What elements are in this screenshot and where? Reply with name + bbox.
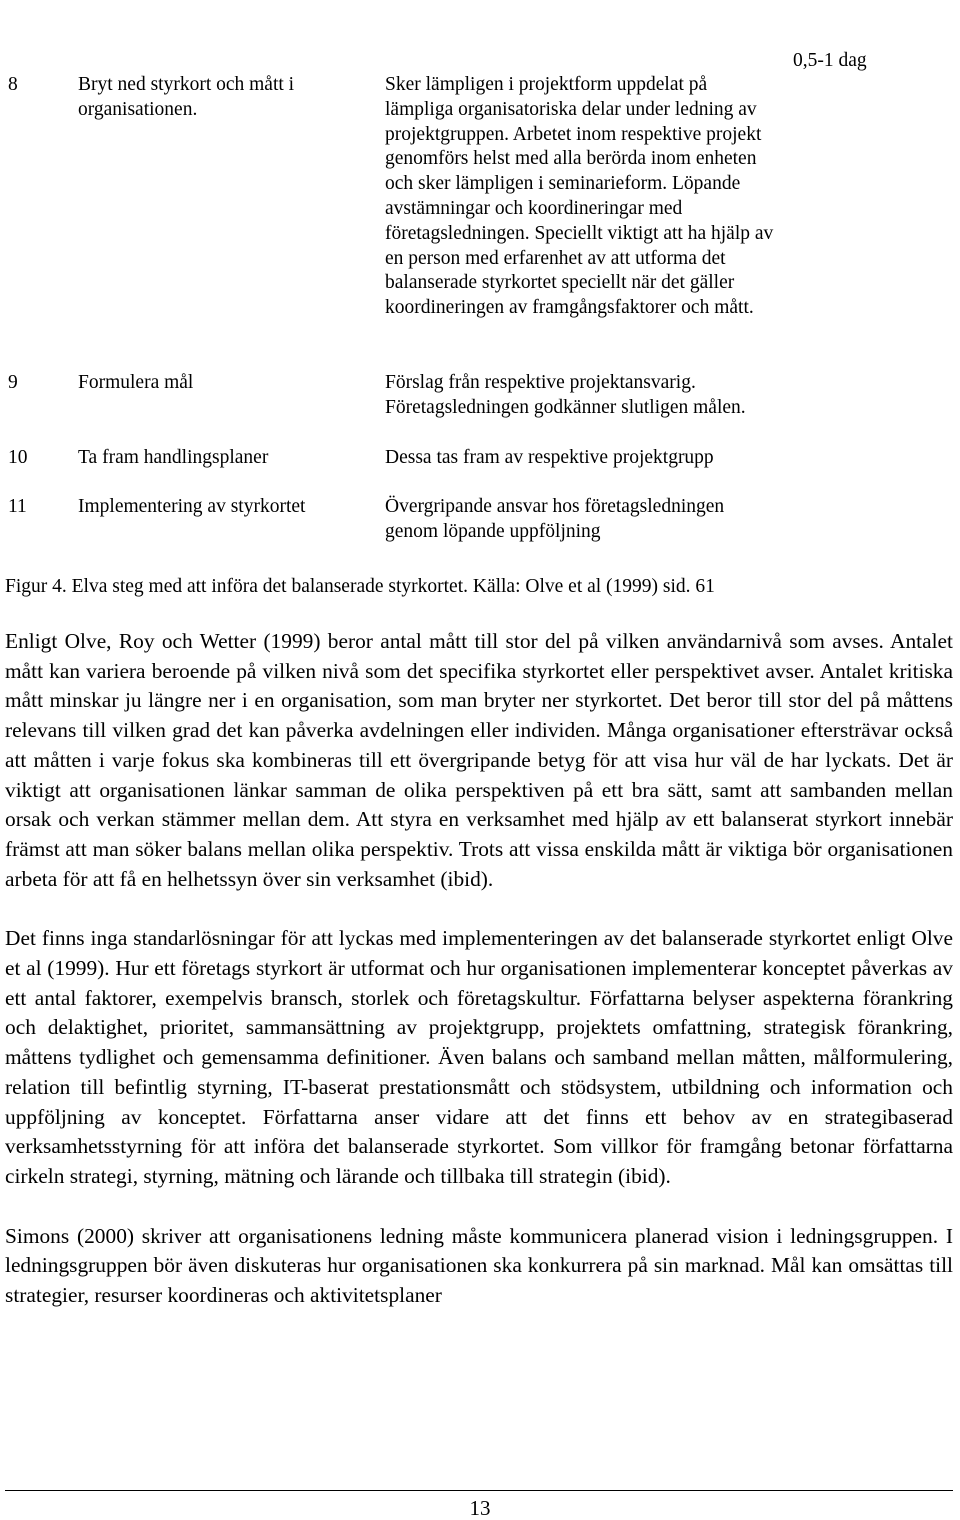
step-description: Övergripande ansvar hos företagsledningen genom löpande uppföljning	[385, 496, 725, 542]
step-title: Formulera mål	[78, 372, 194, 393]
step-number: 10	[8, 447, 28, 468]
paragraph: Det finns inga standarlösningar för att lyckas med implementeringen av det balanserade styrkortet enligt Olve et al (1999). Hur ett företags styrkort är utformat och hur organisationen implementerar konceptet påverkas av ett antal faktorer, exempelvis bransch, storlek och företagskultur. Författarna belyser aspekterna förankring och delaktighet, prioritet, sammansättning av projektgrupp, projektets omfattning, strategisk förankring, måttens tydlighet och gemensamma definitioner. Även balans och samband mellan måtten, målformulering, relation till befintlig styrning, IT-baserat prestationsmått och stödsystem, utbildning och information och uppföljning av konceptet. Författarna anser vidare att det finns ett behov av en strategibaserad verksamhetsstyrning för att införa det balanserade styrkortet. Som villkor för framgång betonar författarna cirkeln strategi, styrning, mätning och lärande och tillbaka till strategin (ibid).	[5, 926, 953, 1188]
step-description: Dessa tas fram av respektive projektgrupp	[385, 447, 714, 468]
step-number: 8	[8, 74, 18, 95]
step-time: 0,5-1 dag	[793, 50, 867, 71]
footer-divider	[5, 1490, 953, 1491]
paragraph: Enligt Olve, Roy och Wetter (1999) beror antal mått till stor del på vilken användarnivå som avses. Antalet mått kan variera beroende på vilken nivå som det specifika styrkortet eller perspektivet avser. Antalet kritiska mått minskar ju längre ner i en organisation, som man bryter ner styrkortet. Det beror till stor del på måttens relevans till vilken grad det kan påverka avdelningen eller individen. Många organisationer eftersträvar också att måtten i varje fokus ska kombineras till ett övergripande betyg för att visa hur väl de har lyckats. Det är viktigt att organisationen länkar samman de olika perspektiven på ett bra sätt, samt att sambanden mellan orsak och verkan stämmer mellan dem. Att styra en verksamhet med hjälp av ett balanserat styrkort innebär främst att man söker balans mellan olika perspektiv. Trots att vissa enskilda mått är viktiga bör organisationen arbeta för att få en helhetssyn över sin verksamhet (ibid).	[5, 629, 953, 891]
body-text	[5, 627, 953, 1341]
step-description: Förslag från respektive projektansvarig. Företagsledningen godkänner slutligen målen.	[385, 372, 746, 418]
step-number: 9	[8, 372, 18, 393]
step-number: 11	[8, 496, 27, 517]
page-number: 13	[469, 1496, 491, 1520]
paragraph: Simons (2000) skriver att organisationens ledning måste kommunicera planerad vision i ledningsgruppen. I ledningsgruppen bör även diskuteras hur organisationen ska konkurrera på sin marknad. Mål kan omsättas till strategier, resurser koordineras och aktivitetsplaner	[5, 1223, 953, 1308]
step-title: Bryt ned styrkort och mått i organisationen.	[78, 74, 295, 120]
step-title: Ta fram handlingsplaner	[78, 447, 269, 468]
step-description: Sker lämpligen i projektform uppdelat på lämpliga organisatoriska delar under ledning av projektgruppen. Arbetet inom respektive projekt genomförs helst med alla berörda inom enheten och sker lämpligen i seminarieform. Löpande avstämningar och koordineringar med företagsledningen. Speciellt viktigt att ha hjälp av en person med erfarenhet av att utforma det balanserade styrkortet speciellt när det gäller koordineringen av framgångsfaktorer och mått.	[385, 74, 774, 319]
figure-caption: Figur 4. Elva steg med att införa det balanserade styrkortet. Källa: Olve et al (1999) sid. 61	[5, 576, 715, 597]
step-title: Implementering av styrkortet	[78, 496, 306, 517]
